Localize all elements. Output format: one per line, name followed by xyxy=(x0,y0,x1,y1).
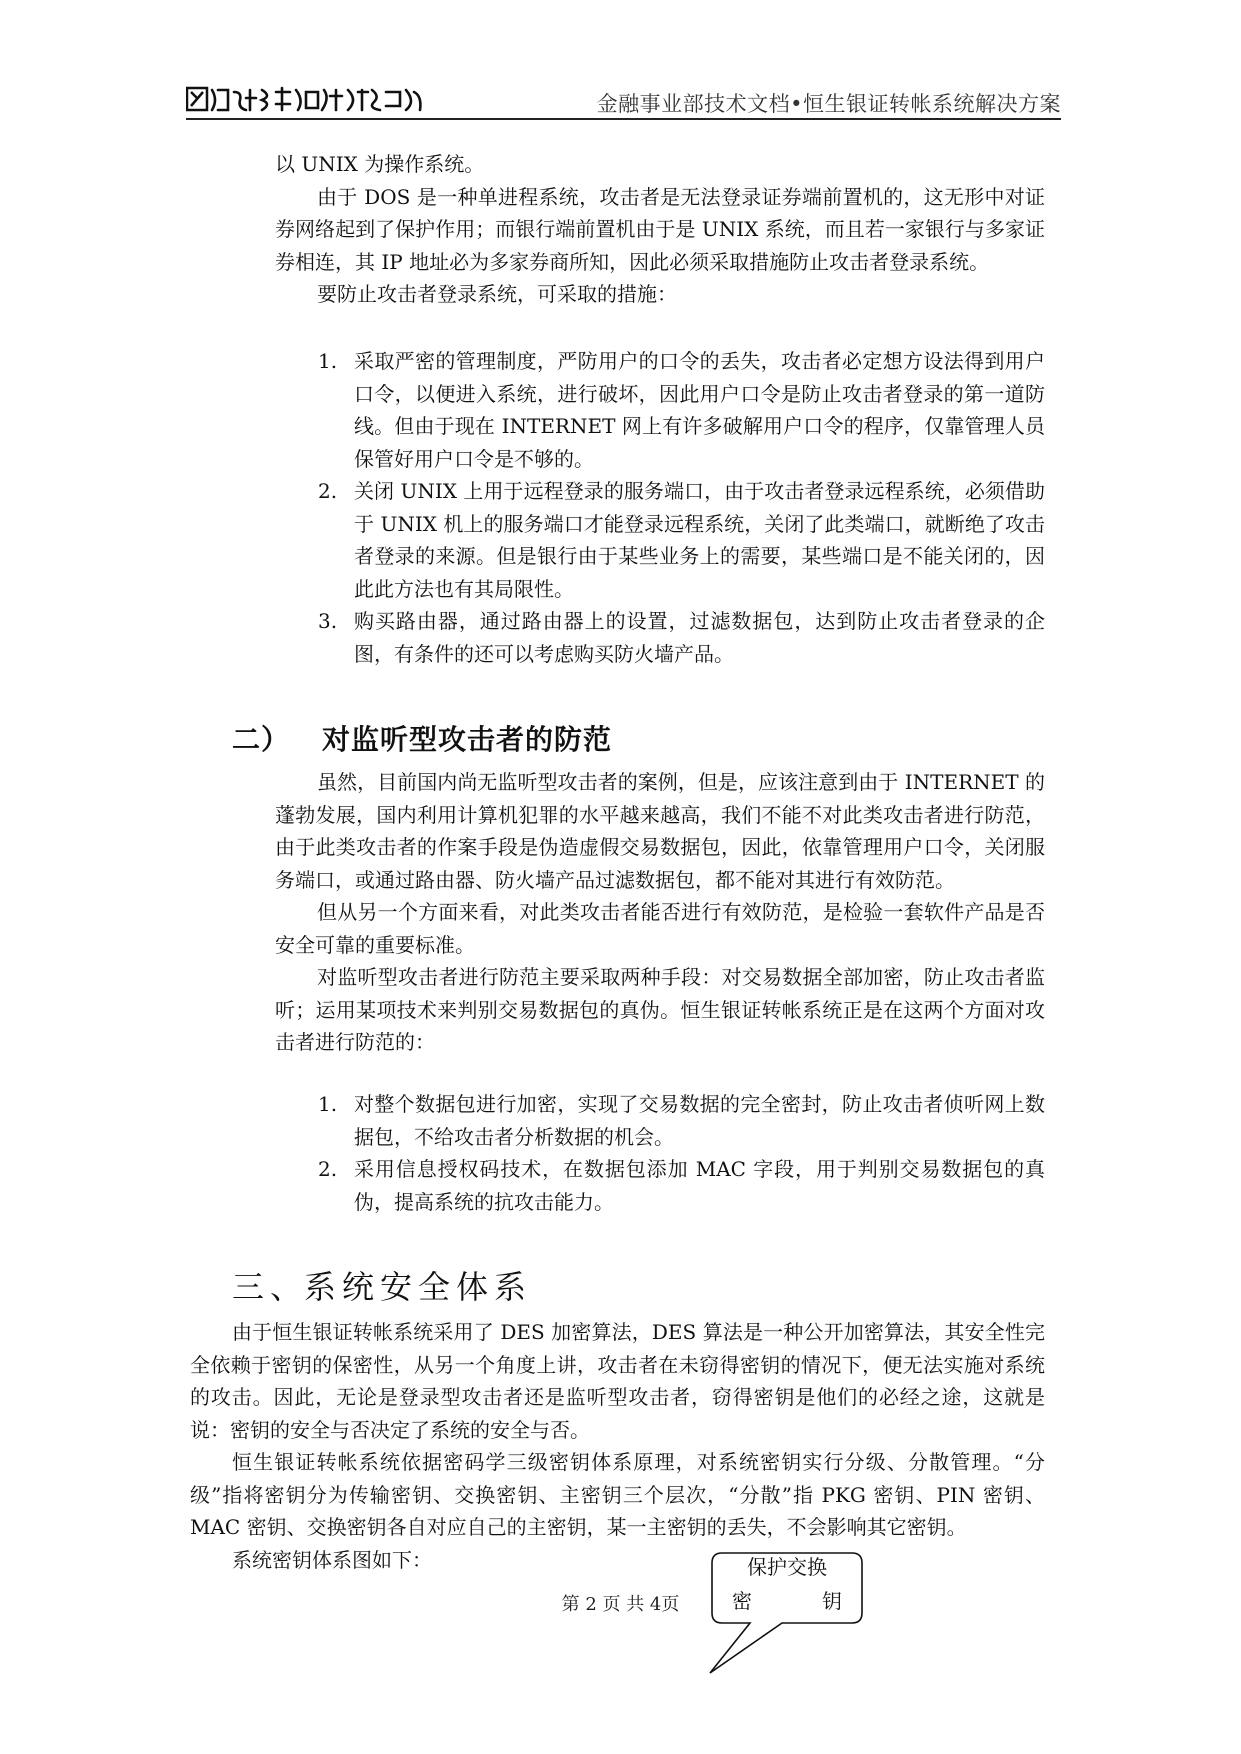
list-number: 1. xyxy=(318,1092,338,1116)
list-item-text: 对整个数据包进行加密，实现了交易数据的完全密封，防止攻击者侦听网上数据包，不给攻击者分析数据的机会。 xyxy=(354,1092,1045,1149)
paragraph: 系统密钥体系图如下： xyxy=(232,1547,432,1572)
section3-heading xyxy=(232,1262,532,1308)
paragraph: 对监听型攻击者进行防范主要采取两种手段：对交易数据全部加密，防止攻击者监听；运用某项技术来判别交易数据包的真伪。恒生银证转帐系统正是在这两个方面对攻击者进行防范的： xyxy=(275,965,1045,1054)
list-item xyxy=(318,475,1045,605)
list-item-text: 采用信息授权码技术，在数据包添加 MAC 字段，用于判别交易数据包的真伪，提高系统的抗攻击能力。 xyxy=(354,1157,1045,1214)
section2-number: 二） xyxy=(232,723,291,756)
login-defense-list xyxy=(318,345,1045,670)
listening-defense-list xyxy=(318,1088,1045,1218)
list-item xyxy=(318,605,1045,670)
section2-body xyxy=(275,766,1045,1059)
callout-line1: 保护交换 xyxy=(747,1555,827,1579)
document-header-title: 金融事业部技术文档•恒生银证转帐系统解决方案 xyxy=(596,92,1061,116)
page-header xyxy=(186,84,1061,120)
section1-body xyxy=(275,148,1045,311)
list-number: 2. xyxy=(318,1157,338,1181)
list-item-text: 采取严密的管理制度，严防用户的口令的丢失，攻击者必定想方设法得到用户口令，以便进入系统，进行破坏，因此用户口令是防止攻击者登录的第一道防线。但由于现在 INTERNET 网上有许多破解用户口令的程序，仅靠管理人员保管好用户口令是不够的。 xyxy=(354,349,1045,471)
paragraph: 以 UNIX 为操作系统。 xyxy=(275,152,485,176)
paragraph: 由于恒生银证转帐系统采用了 DES 加密算法，DES 算法是一种公开加密算法，其安全性完全依赖于密钥的保密性，从另一个角度上讲，攻击者在未窃得密钥的情况下，便无法实施对系统的攻击。因此，无论是登录型攻击者还是监听型攻击者，窃得密钥是他们的必经之途，这就是说：密钥的安全与否决定了系统的安全与否。 xyxy=(190,1320,1045,1442)
page-number: 第 2 页 共 4页 xyxy=(561,1594,680,1615)
section3-title: 系统安全体系 xyxy=(304,1268,533,1306)
section2-title: 对监听型攻击者的防范 xyxy=(322,723,613,756)
list-item xyxy=(318,1088,1045,1153)
paragraph: 要防止攻击者登录系统，可采取的措施： xyxy=(317,282,677,306)
section3-body xyxy=(190,1316,1045,1576)
callout-line2: 密 钥 xyxy=(732,1589,842,1613)
list-number: 3. xyxy=(318,609,338,633)
paragraph: 但从另一个方面来看，对此类攻击者能否进行有效防范，是检验一套软件产品是否安全可靠的重要标准。 xyxy=(275,900,1045,957)
paragraph: 虽然，目前国内尚无监听型攻击者的案例，但是，应该注意到由于 INTERNET 的蓬勃发展，国内利用计算机犯罪的水平越来越高，我们不能不对此类攻击者进行防范，由于此类攻击者的作案手段是伪造虚假交易数据包，因此，依靠管理用户口令，关闭服务端口，或通过路由器、防火墙产品过滤数据包，都不能对其进行有效防范。 xyxy=(275,770,1045,892)
list-item xyxy=(318,345,1045,475)
page-footer xyxy=(0,1590,1241,1616)
list-item-text: 关闭 UNIX 上用于远程登录的服务端口，由于攻击者登录远程系统，必须借助于 UNIX 机上的服务端口才能登录远程系统，关闭了此类端口，就断绝了攻击者登录的来源。但是银行由于某些业务上的需要，某些端口是不能关闭的，因此此方法也有其局限性。 xyxy=(354,479,1045,601)
list-number: 1. xyxy=(318,349,338,373)
section2-heading xyxy=(232,718,612,758)
section3-number: 三、 xyxy=(232,1268,309,1306)
list-item xyxy=(318,1153,1045,1218)
company-logo-icon xyxy=(186,86,426,112)
list-item-text: 购买路由器，通过路由器上的设置，过滤数据包，达到防止攻击者登录的企图，有条件的还可以考虑购买防火墙产品。 xyxy=(354,609,1045,666)
paragraph: 恒生银证转帐系统依据密码学三级密钥体系原理，对系统密钥实行分级、分散管理。“分级”指将密钥分为传输密钥、交换密钥、主密钥三个层次，“分散”指 PKG 密钥、PIN 密钥、MAC 密钥、交换密钥各自对应自己的主密钥，某一主密钥的丢失，不会影响其它密钥。 xyxy=(190,1450,1045,1539)
paragraph: 由于 DOS 是一种单进程系统，攻击者是无法登录证券端前置机的，这无形中对证券网络起到了保护作用；而银行端前置机由于是 UNIX 系统，而且若一家银行与多家证券相连，其 IP 地址必为多家券商所知，因此必须采取措施防止攻击者登录系统。 xyxy=(275,184,1045,274)
list-number: 2. xyxy=(318,479,338,503)
